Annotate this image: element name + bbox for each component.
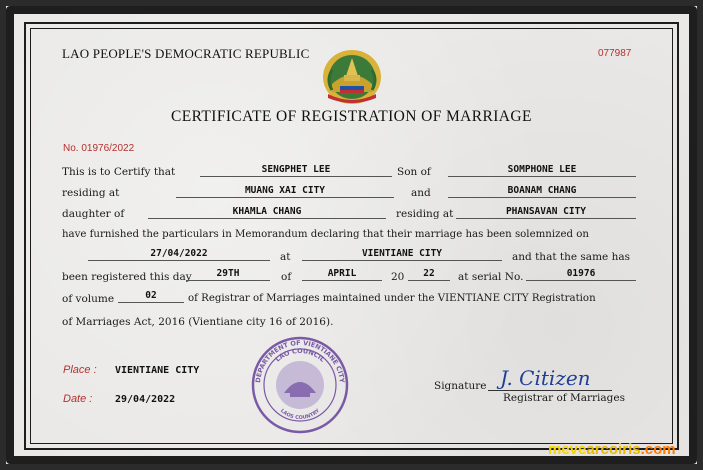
registrar-label: Registrar of Marriages xyxy=(503,392,625,404)
watermark xyxy=(548,441,676,458)
country-name: LAO PEOPLE'S DEMOCRATIC REPUBLIC xyxy=(62,46,310,61)
date-label: Date : xyxy=(63,393,93,405)
field-name: SENGPHET LEE xyxy=(200,164,392,177)
certificate-title: CERTIFICATE OF REGISTRATION OF MARRIAGE xyxy=(171,108,532,125)
field-year: 22 xyxy=(408,268,450,281)
text-registered-day: been registered this day xyxy=(62,271,192,283)
official-seal-icon xyxy=(250,335,350,435)
place-label: Place : xyxy=(63,364,97,376)
text-daughter-of: daughter of xyxy=(62,208,125,220)
text-registrar-act: of Registrar of Marriages maintained under the VIENTIANE CITY Registration xyxy=(188,293,596,304)
field-spouse: BOANAM CHANG xyxy=(448,185,636,198)
seal-ring-text: DEPARTMENT OF VIENTIANE CITY xyxy=(254,338,346,384)
field-marriage-place: VIENTIANE CITY xyxy=(302,248,502,261)
signature-line xyxy=(488,390,612,391)
text-residing-at: residing at xyxy=(62,187,120,199)
field-volume: 02 xyxy=(118,290,184,303)
text-serial-no: at serial No. xyxy=(458,271,524,283)
field-serial-no: 01976 xyxy=(526,268,636,281)
field-marriage-date: 27/04/2022 xyxy=(88,248,270,261)
lao-emblem-icon xyxy=(320,46,384,106)
text-certify: This is to Certify that xyxy=(62,166,176,178)
field-residence1: MUANG XAI CITY xyxy=(176,185,394,198)
watermark-part3: .com xyxy=(640,441,676,458)
text-same-has: and that the same has xyxy=(512,251,630,263)
field-father: SOMPHONE LEE xyxy=(448,164,636,177)
certificate-serial: 077987 xyxy=(598,48,632,59)
place-value: VIENTIANE CITY xyxy=(115,365,200,376)
text-act-year: of Marriages Act, 2016 (Vientiane city 16 of 2016). xyxy=(62,316,334,328)
text-particulars: have furnished the particulars in Memorandum declaring that their marriage has been solemnized on xyxy=(62,229,589,240)
text-at: at xyxy=(280,251,291,263)
signature-label: Signature xyxy=(434,380,487,392)
text-son-of: Son of xyxy=(397,166,431,178)
field-day: 29TH xyxy=(186,268,270,281)
seal-bottom-text: LAOS COUNTRY xyxy=(279,407,321,422)
field-mother: KHAMLA CHANG xyxy=(148,206,386,219)
seal-top-text: LAO COUNCIL xyxy=(273,346,327,364)
text-of: of xyxy=(281,271,292,283)
text-of-volume: of volume xyxy=(62,293,115,305)
watermark-part1: meve xyxy=(548,441,587,458)
text-century: 20 xyxy=(391,271,405,283)
field-residence2: PHANSAVAN CITY xyxy=(456,206,636,219)
text-and: and xyxy=(411,187,431,199)
text-residing-at-2: residing at xyxy=(396,208,454,220)
signature: J. Citizen xyxy=(500,366,591,390)
watermark-part2: arcoiris xyxy=(586,441,641,458)
date-value: 29/04/2022 xyxy=(115,394,176,405)
certificate-number: No. 01976/2022 xyxy=(63,143,135,154)
svg-text:LAOS COUNTRY xyxy=(279,408,321,421)
field-month: APRIL xyxy=(302,268,382,281)
